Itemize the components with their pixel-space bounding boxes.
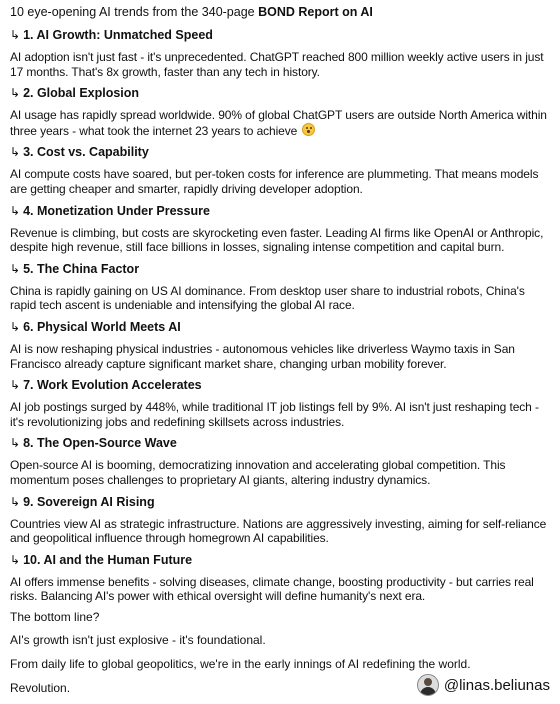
- trend-section-3: [10, 144, 552, 196]
- trend-section-4: [10, 203, 552, 255]
- closing-summary: From daily life to global geopolitics, we're in the early innings of AI redefining the world.: [10, 657, 471, 672]
- arrow-icon: ↳: [10, 86, 21, 101]
- trend-section-10: [10, 552, 552, 604]
- report-name: BOND Report on AI: [258, 5, 373, 19]
- profile-avatar[interactable]: [417, 674, 439, 696]
- trend-heading: ↳ 1. AI Growth: Unmatched Speed: [10, 28, 213, 42]
- trend-section-9: [10, 494, 552, 546]
- arrow-icon: ↳: [10, 145, 21, 160]
- trend-body: AI job postings surged by 448%, while traditional IT job listings fell by 9%. AI isn't just reshaping tech - it's revolutionizing jobs and redefining skillsets across industries.: [10, 400, 539, 429]
- trend-body: China is rapidly gaining on US AI dominance. From desktop user share to industrial robots, China's rapid tech ascent is undeniable and intensifying the global AI race.: [10, 283, 525, 313]
- trend-body: Revenue is climbing, but costs are skyrocketing even faster. Leading AI firms like OpenAI or Anthropic, despite high revenue, still face billions in losses, signaling intense competition and capital burn.: [10, 225, 544, 255]
- trend-heading: ↳ 7. Work Evolution Accelerates: [10, 378, 202, 393]
- arrow-icon: ↳: [10, 552, 21, 567]
- trend-section-2: [10, 85, 552, 138]
- author-credit[interactable]: [417, 674, 550, 696]
- author-handle[interactable]: @linas.beliunas: [443, 676, 550, 694]
- trend-heading: ↳ 10. AI and the Human Future: [10, 552, 193, 567]
- arrow-icon: ↳: [10, 203, 21, 218]
- closing-question: The bottom line?: [10, 609, 100, 624]
- trend-heading: ↳ 5. The China Factor: [10, 261, 140, 276]
- intro-prefix: 10 eye-opening AI trends from the 340-page: [10, 5, 259, 19]
- trend-section-1: [10, 27, 552, 79]
- trend-heading: ↳ 8. The Open-Source Wave: [10, 436, 177, 451]
- astonished-face-icon: [302, 123, 315, 136]
- arrow-icon: ↳: [10, 319, 21, 334]
- trend-section-5: [10, 261, 552, 313]
- trend-heading: ↳ 4. Monetization Under Pressure: [10, 203, 210, 218]
- closing-statement: AI's growth isn't just explosive - it's foundational.: [10, 633, 266, 648]
- trend-section-8: [10, 435, 552, 487]
- trend-body: Countries view AI as strategic infrastructure. Nations are aggressively investing, aiming for self-reliance and geopolitical influence through homegrown AI capabilities.: [10, 516, 547, 546]
- arrow-icon: ↳: [10, 28, 21, 42]
- trend-body: AI compute costs have soared, but per-token costs for inference are plummeting. That means models are getting cheaper and smarter, rapidly driving developer adoption.: [10, 167, 539, 196]
- trend-body: Open-source AI is booming, democratizing innovation and accelerating global competition. This momentum poses challenges to proprietary AI giants, altering industry dynamics.: [10, 458, 506, 487]
- intro-line: [10, 4, 552, 21]
- arrow-icon: ↳: [10, 261, 21, 276]
- arrow-icon: ↳: [10, 436, 21, 451]
- closing-word: Revolution.: [10, 680, 71, 695]
- trend-body: AI usage has rapidly spread worldwide. 90% of global ChatGPT users are outside North America within three years - what took the internet 23 years to achieve: [10, 108, 547, 138]
- post-content: [10, 4, 552, 704]
- trend-section-7: [10, 377, 552, 429]
- trend-heading: ↳ 6. Physical World Meets AI: [10, 319, 181, 334]
- trend-body: AI is now reshaping physical industries - autonomous vehicles like driverless Waymo taxis in San Francisco already capture significant market share, changing urban mobility forever.: [10, 341, 515, 371]
- trend-section-6: [10, 319, 552, 371]
- trend-heading: ↳ 3. Cost vs. Capability: [10, 145, 149, 160]
- arrow-icon: ↳: [10, 494, 21, 509]
- trend-heading: ↳ 9. Sovereign AI Rising: [10, 494, 155, 509]
- trend-body: AI adoption isn't just fast - it's unprecedented. ChatGPT reached 800 million weekly active users in just 17 months. That's 8x growth, faster than any tech in history.: [10, 50, 544, 79]
- arrow-icon: ↳: [10, 378, 21, 393]
- trend-body: AI offers immense benefits - solving diseases, climate change, boosting productivity - but carries real risks. Balancing AI's power with ethical oversight will define humanity's next era.: [10, 574, 534, 604]
- trend-heading: ↳ 2. Global Explosion: [10, 86, 140, 101]
